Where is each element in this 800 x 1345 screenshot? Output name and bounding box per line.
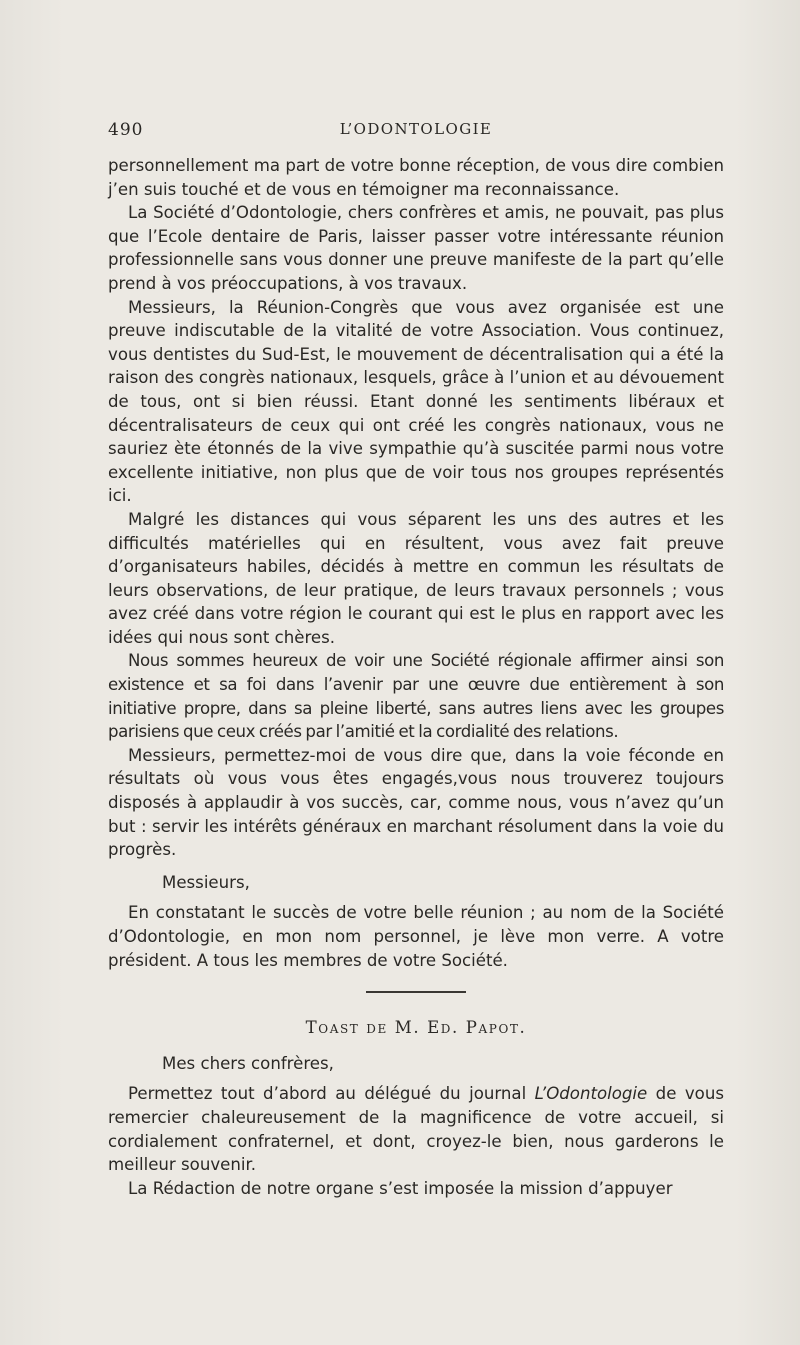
paragraph: La Rédaction de notre organe s’est imposée la mission d’appuyer bbox=[128, 1178, 673, 1198]
paragraph: Nous sommes heureux de voir une Société régionale affirmer ainsi son existence et sa foi dans l’avenir par une œuvre due entièrement à son initiative propre, dans sa pleine liberté, sans autres liens avec les groupes parisiens que ceux créés par l’amitié et la cordialité des relations. bbox=[108, 651, 724, 742]
paragraph: Messieurs, permettez-moi de vous dire que, dans la voie féconde en résultats où vous vous êtes engagés,vous nous trouverez toujours disposés à applaudir à vos succès, car, comme nous, vous n’avez qu’un but : servir les intérêts généraux en marchant résolument dans la voie du progrès. bbox=[108, 745, 724, 860]
paragraph: personnellement ma part de votre bonne réception, de vous dire combien j’en suis touché et de vous en témoigner ma reconnaissance. bbox=[108, 156, 724, 199]
paragraph bbox=[108, 1082, 724, 1176]
running-title: L’ODONTOLOGIE bbox=[339, 120, 493, 138]
paragraph: Messieurs, la Réunion-Congrès que vous avez organisée est une preuve indiscutable de la vitalité de votre Association. Vous continuez, vous dentistes du Sud-Est, le mouvement de décentralisation qui a été la raison des congrès nationaux, lesquels, grâce à l’union et au dévouement de tous, ont si bien réussi. Etant donné les sentiments libéraux et décentralisateurs de ceux qui ont créé les congrès nationaux, vous ne sauriez ète étonnés de la vive sympathie qu’à suscitée parmi nous votre excellente initiative, non plus que de voir tous nos groupes représentés ici. bbox=[108, 297, 724, 506]
section-title-text: Toast de M. Ed. Papot. bbox=[305, 1018, 527, 1038]
body-text bbox=[108, 154, 724, 1200]
journal-title: L’Odontologie bbox=[534, 1084, 648, 1104]
page-number: 490 bbox=[108, 120, 144, 140]
section-title bbox=[108, 1016, 724, 1040]
paragraph-text: Permettez tout d’abord au délégué du journal bbox=[128, 1084, 535, 1104]
paragraph: Malgré les distances qui vous séparent les uns des autres et les difficultés matérielles qui en résultent, vous avez fait preuve d’organisateurs habiles, décidés à mettre en commun les résultats de leurs observations, de leur pratique, de leurs travaux personnels ; vous avez créé dans votre région le courant qui est le plus en rapport avec les idées qui nous sont chères. bbox=[108, 509, 724, 647]
page-header bbox=[108, 120, 724, 144]
paragraph: La Société d’Odontologie, chers confrères et amis, ne pouvait, pas plus que l’Ecole dentaire de Paris, laisser passer votre intéressante réunion professionnelle sans vous donner une preuve manifeste de la part qu’elle prend à vos préoccupations, à vos travaux. bbox=[108, 203, 724, 293]
paragraph: En constatant le succès de votre belle réunion ; au nom de la Société d’Odontologie, en mon nom personnel, je lève mon verre. A votre président. A tous les membres de votre Société. bbox=[108, 903, 724, 970]
salutation: Messieurs, bbox=[162, 872, 250, 892]
paragraph-text: de vous remercier chaleureusement de la magnificence de votre accueil, si cordialement confraternel, et dont, croyez-le bien, nous garderons le meilleur souvenir. bbox=[108, 1084, 725, 1175]
salutation: Mes chers confrères, bbox=[162, 1053, 334, 1073]
section-separator bbox=[366, 991, 466, 993]
